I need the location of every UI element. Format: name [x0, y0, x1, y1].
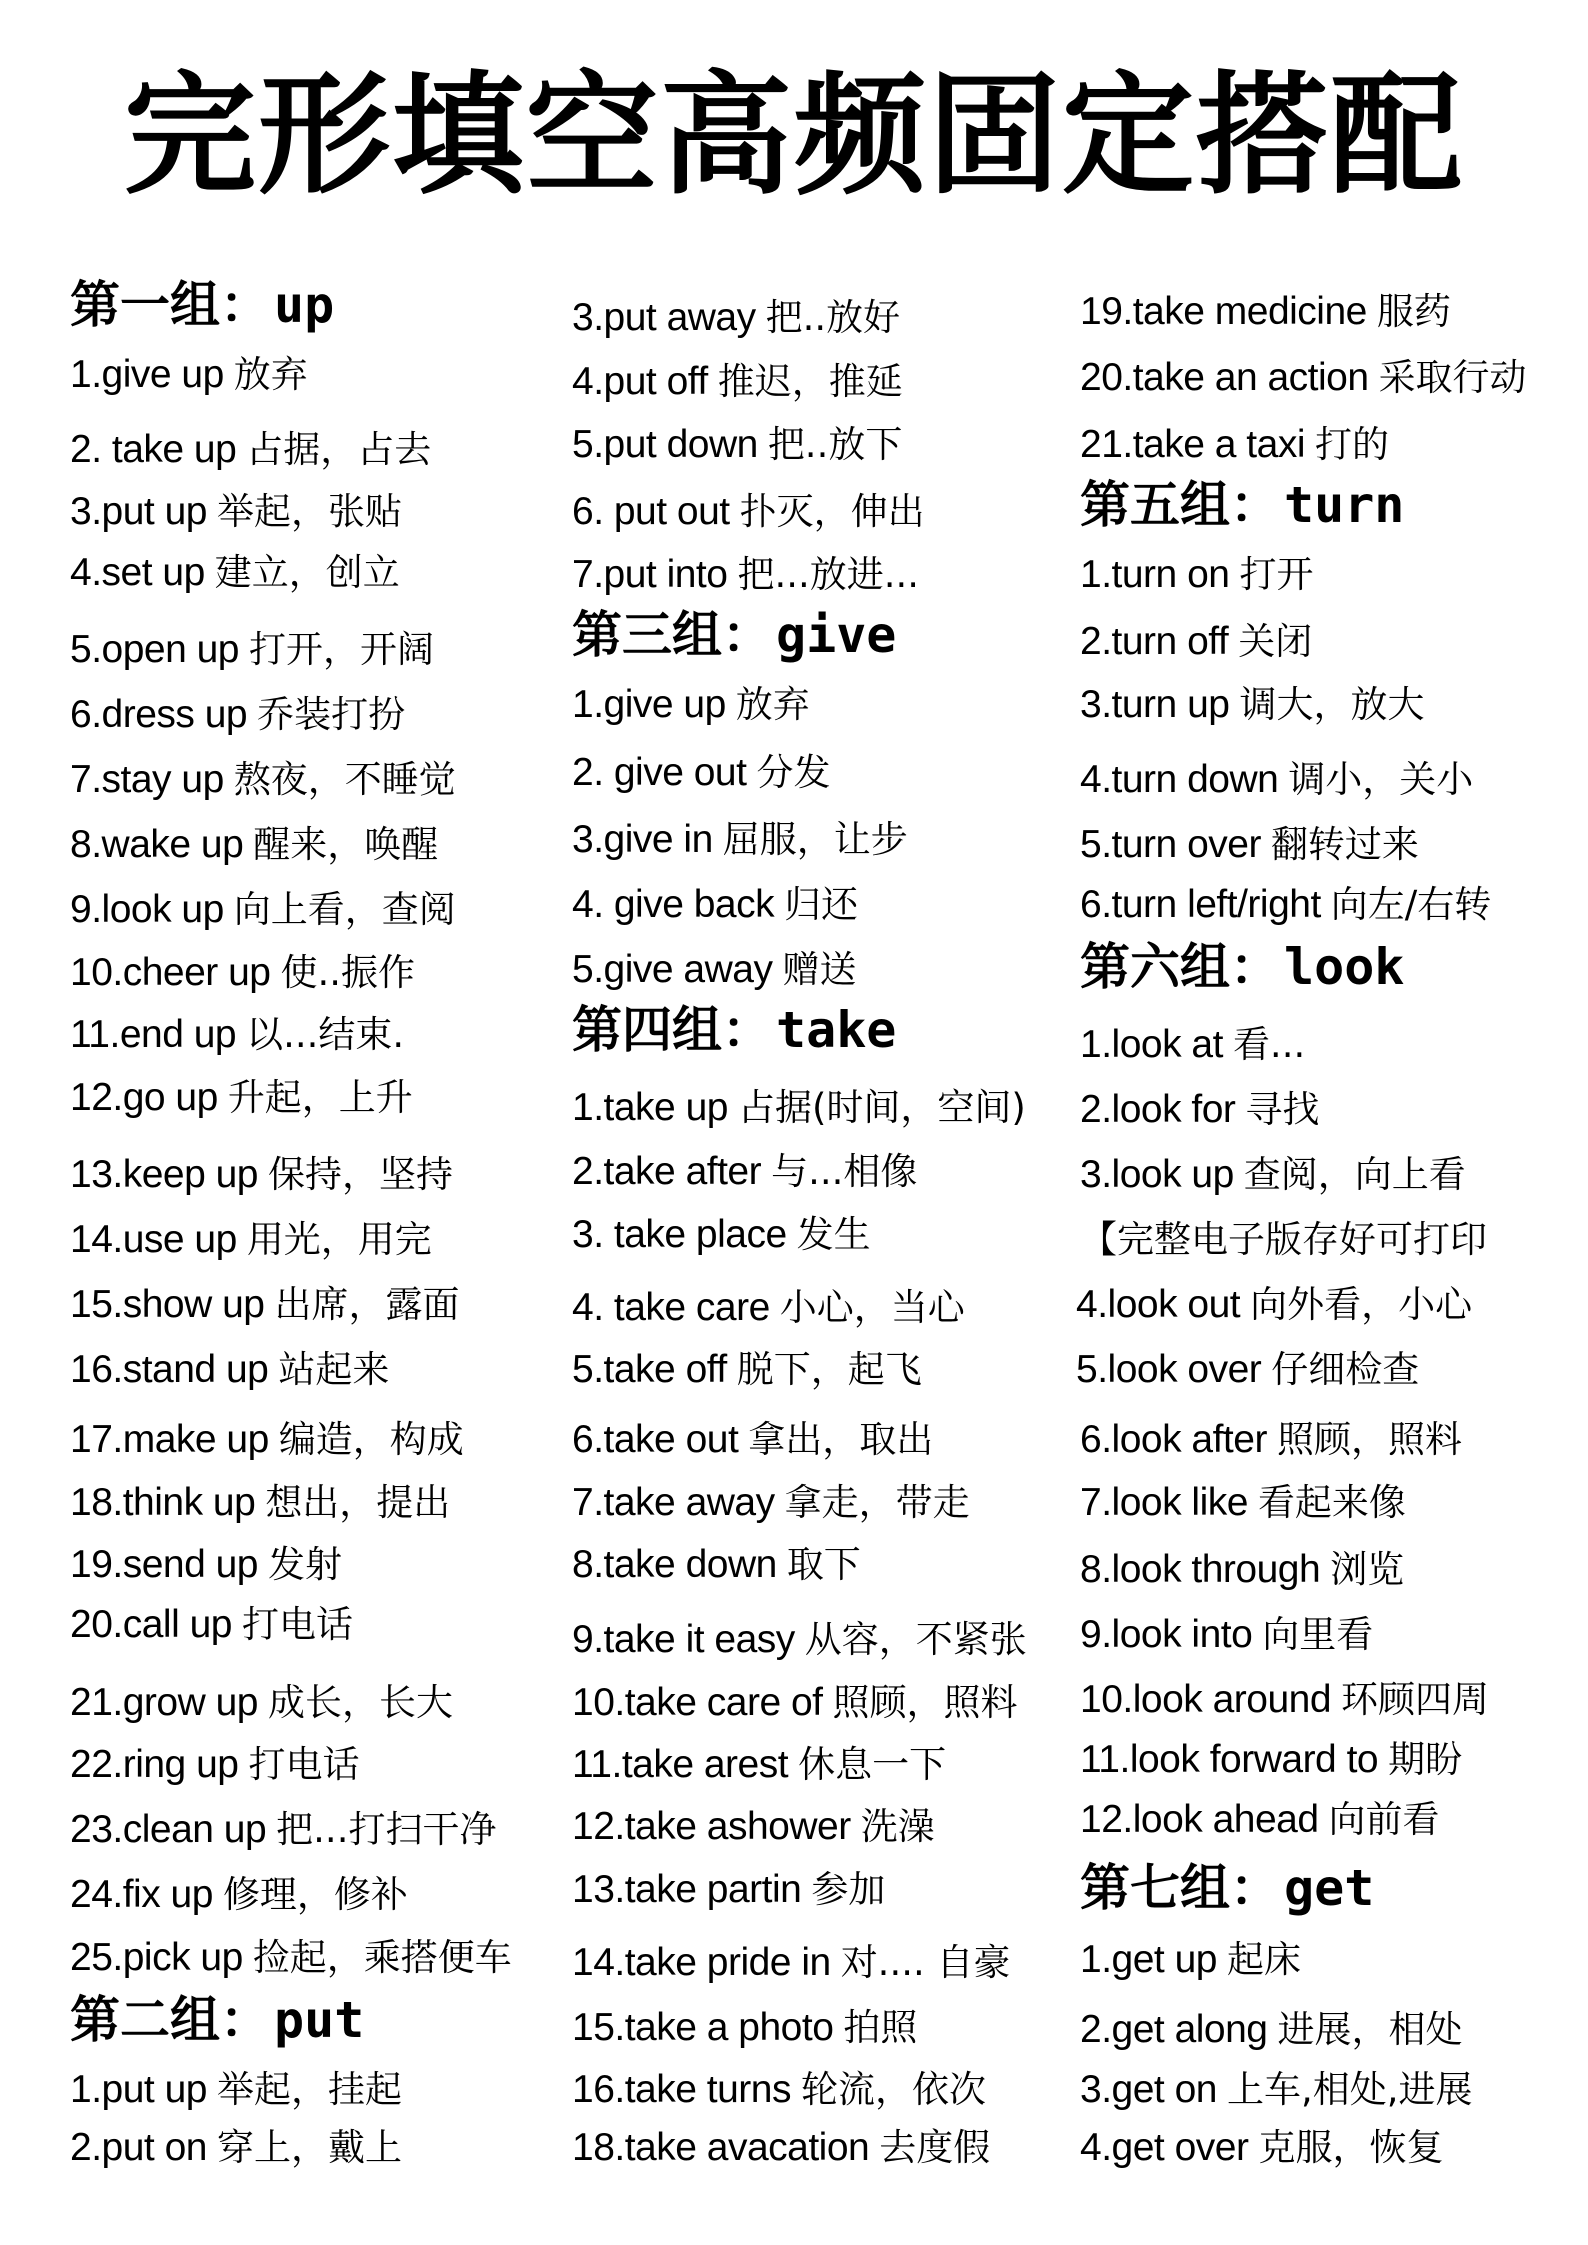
list-item: 4.get over 克服，恢复	[1080, 2126, 1444, 2169]
list-item: 2.get along 进展，相处	[1080, 2008, 1463, 2051]
group-heading-put: 第二组：put	[70, 1991, 365, 2049]
list-item: 5.turn over 翻转过来	[1080, 823, 1419, 866]
list-item: 2. give out 分发	[572, 751, 831, 794]
list-item: 4.look out 向外看，小心	[1076, 1283, 1473, 1326]
list-item: 3.turn up 调大，放大	[1080, 683, 1425, 726]
list-item: 12.look ahead 向前看	[1080, 1798, 1440, 1841]
list-item: 19.take medicine 服药	[1080, 290, 1451, 333]
list-item: 4.put off 推迟，推延	[572, 360, 903, 403]
list-item: 5.give away 赠送	[572, 948, 857, 991]
list-item: 2.take after 与...相像	[572, 1150, 918, 1193]
list-item: 6.take out 拿出，取出	[572, 1418, 934, 1461]
list-item: 1.take up 占据(时间，空间)	[572, 1086, 1026, 1129]
group-heading-up: 第一组：up	[70, 276, 335, 334]
list-item: 5.take off 脱下，起飞	[572, 1348, 922, 1391]
list-item: 3.put up 举起，张贴	[70, 490, 402, 533]
list-item: 12.go up 升起，上升	[70, 1076, 413, 1119]
list-item: 21.take a taxi 打的	[1080, 423, 1389, 466]
list-item: 5.open up 打开，开阔	[70, 628, 435, 671]
list-item: 8.take down 取下	[572, 1543, 861, 1586]
list-item: 2.look for 寻找	[1080, 1088, 1320, 1131]
list-item: 10.take care of 照顾，照料	[572, 1681, 1018, 1724]
list-item: 7.put into 把...放进...	[572, 553, 920, 596]
group-heading-get: 第七组：get	[1080, 1859, 1375, 1917]
list-item: 7.look like 看起来像	[1080, 1481, 1406, 1524]
list-item: 20.call up 打电话	[70, 1603, 353, 1646]
list-item: 23.clean up 把...打扫干净	[70, 1808, 497, 1851]
list-item: 11.end up 以...结束.	[70, 1013, 405, 1056]
list-item: 2.put on 穿上，戴上	[70, 2126, 402, 2169]
list-item: 6.turn left/right 向左/右转	[1080, 883, 1492, 926]
list-item: 3.look up 查阅，向上看	[1080, 1153, 1466, 1196]
list-item: 4.turn down 调小，关小	[1080, 758, 1474, 801]
group-heading-take: 第四组：take	[572, 1001, 897, 1059]
list-item: 2.turn off 关闭	[1080, 620, 1313, 663]
list-item: 3.put away 把..放好	[572, 296, 901, 339]
list-item: 19.send up 发射	[70, 1543, 343, 1586]
list-item: 9.take it easy 从容，不紧张	[572, 1618, 1027, 1661]
list-item: 17.make up 编造，构成	[70, 1418, 464, 1461]
list-item: 1.look at 看...	[1080, 1023, 1306, 1066]
list-item: 15.take a photo 拍照	[572, 2006, 918, 2049]
list-item: 25.pick up 捡起，乘搭便车	[70, 1936, 512, 1979]
list-item: 21.grow up 成长，长大	[70, 1681, 453, 1724]
list-item: 4.set up 建立，创立	[70, 551, 400, 594]
list-item: 9.look up 向上看，查阅	[70, 888, 456, 931]
list-item: 13.keep up 保持，坚持	[70, 1153, 454, 1196]
list-item: 20.take an action 采取行动	[1080, 356, 1527, 399]
list-item: 18.take avacation 去度假	[572, 2126, 991, 2169]
list-item: 1.turn on 打开	[1080, 553, 1314, 596]
list-item: 22.ring up 打电话	[70, 1743, 360, 1786]
list-item: 9.look into 向里看	[1080, 1613, 1374, 1656]
list-item: 4. take care 小心，当心	[572, 1286, 965, 1329]
list-item: 15.show up 出席，露面	[70, 1283, 460, 1326]
list-item: 4. give back 归还	[572, 883, 859, 926]
list-item: 18.think up 想出，提出	[70, 1481, 451, 1524]
list-item: 1.put up 举起，挂起	[70, 2068, 402, 2111]
list-item: 16.take turns 轮流，依次	[572, 2068, 986, 2111]
list-item: 6.look after 照顾，照料	[1080, 1418, 1462, 1461]
list-item: 24.fix up 修理，修补	[70, 1873, 408, 1916]
list-item: 11.take arest 休息一下	[572, 1743, 947, 1786]
list-item: 5.put down 把..放下	[572, 423, 903, 466]
group-heading-give: 第三组：give	[572, 606, 897, 664]
list-item: 12.take ashower 洗澡	[572, 1805, 935, 1848]
list-item: 1.give up 放弃	[70, 353, 308, 396]
list-item: 1.give up 放弃	[572, 683, 810, 726]
list-item: 3.give in 屈服，让步	[572, 818, 908, 861]
list-item: 5.look over 仔细检查	[1076, 1348, 1420, 1391]
list-item: 10.look around 环顾四周	[1080, 1678, 1490, 1721]
list-item: 16.stand up 站起来	[70, 1348, 390, 1391]
list-item: 8.wake up 醒来，唤醒	[70, 823, 439, 866]
list-item: 6. put out 扑灭，伸出	[572, 490, 925, 533]
list-item: 14.use up 用光，用完	[70, 1218, 432, 1261]
list-item: 2. take up 占据，占去	[70, 428, 432, 471]
list-item: 8.look through 浏览	[1080, 1548, 1405, 1591]
page-title: 完形填空高频固定搭配	[124, 59, 1464, 213]
list-item: 13.take partin 参加	[572, 1868, 886, 1911]
group-heading-turn: 第五组：turn	[1080, 476, 1405, 534]
list-item: 3.get on 上车,相处,进展	[1080, 2068, 1473, 2111]
list-item: 3. take place 发生	[572, 1213, 871, 1256]
list-item: 14.take pride in 对.... 自豪	[572, 1941, 1011, 1984]
list-item: 10.cheer up 使..振作	[70, 951, 416, 994]
list-item: 7.stay up 熬夜，不睡觉	[70, 758, 456, 801]
list-item: 11.look forward to 期盼	[1080, 1738, 1463, 1781]
list-item: 7.take away 拿走，带走	[572, 1481, 970, 1524]
note-text: 【完整电子版存好可打印	[1080, 1218, 1487, 1261]
group-heading-look: 第六组：look	[1080, 938, 1405, 996]
list-item: 1.get up 起床	[1080, 1938, 1301, 1981]
list-item: 6.dress up 乔装打扮	[70, 693, 406, 736]
